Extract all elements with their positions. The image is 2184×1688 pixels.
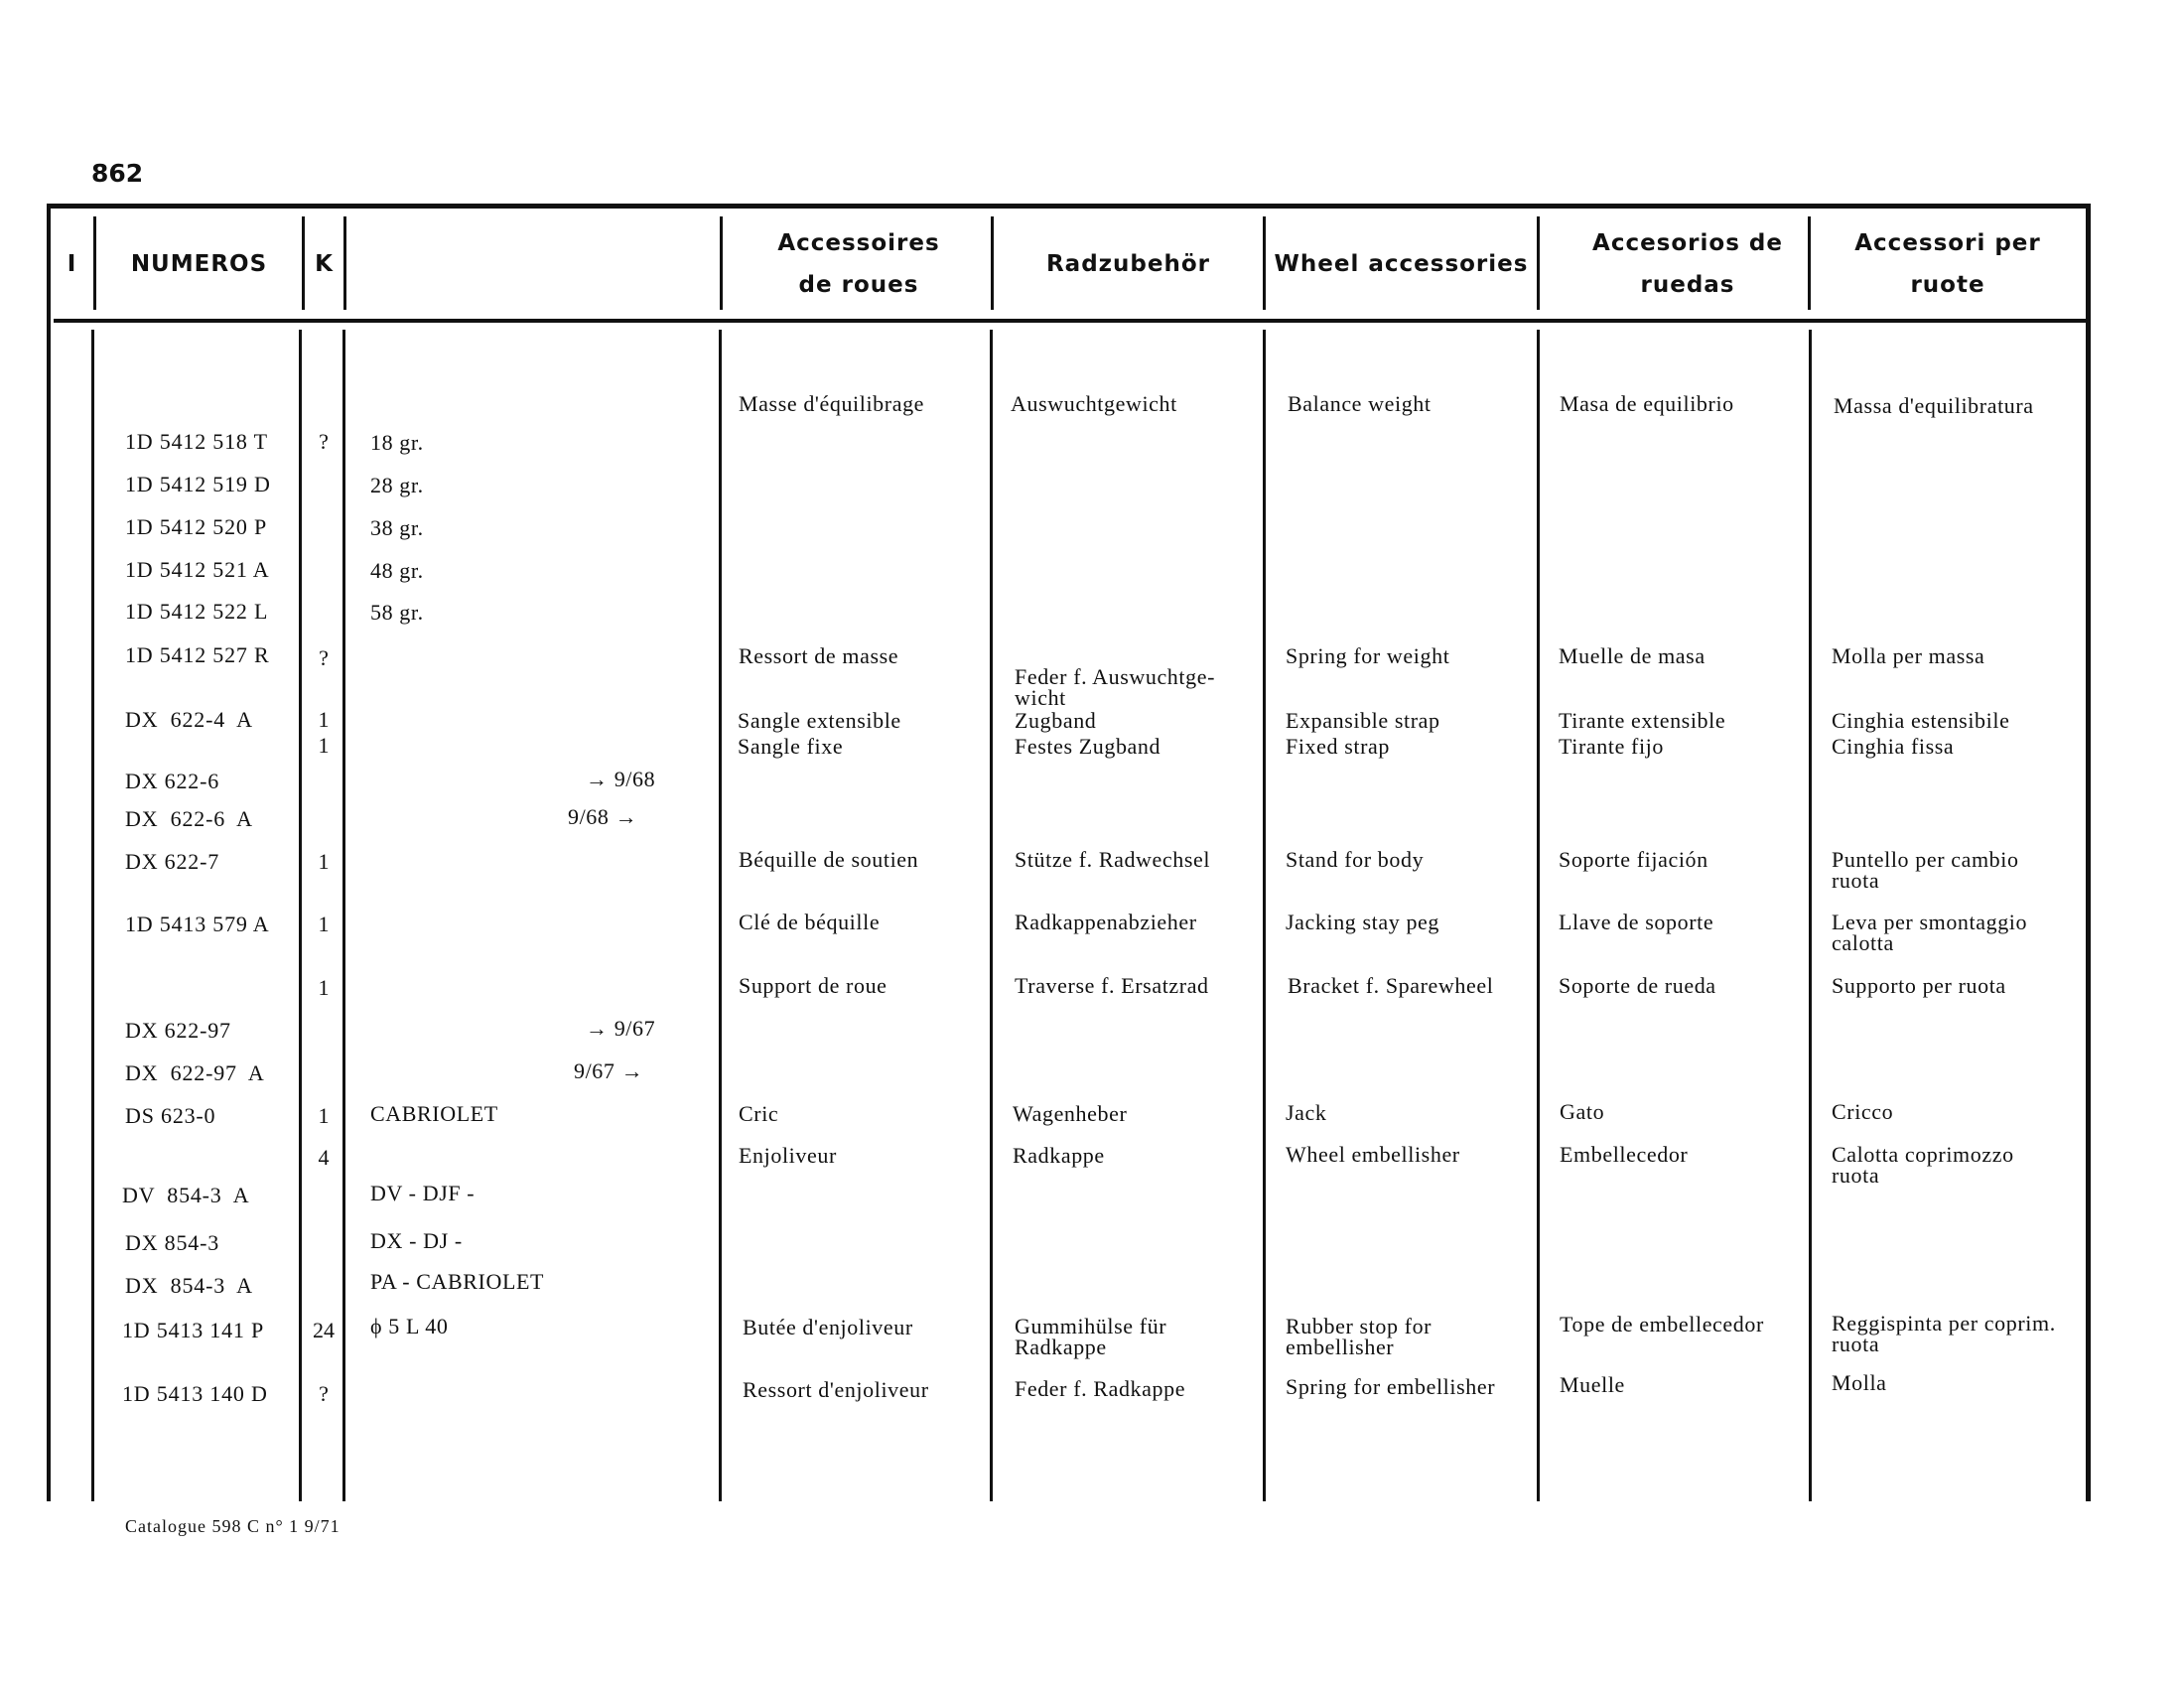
table-top-rule [48, 204, 2091, 209]
header-numeros: NUMEROS [130, 251, 268, 277]
cell-en: Expansible strap Fixed strap [1286, 708, 1440, 759]
cell-note: DV - DJF - [370, 1181, 476, 1205]
cell-it: Supporto per ruota [1832, 973, 2006, 998]
cell-k: 4 [318, 1145, 330, 1170]
cell-it: Cricco [1832, 1099, 1894, 1124]
cell-en: Jack [1286, 1100, 1327, 1125]
cell-en: Jacking stay peg [1286, 910, 1440, 934]
cell-note: 58 gr. [370, 600, 424, 625]
cell-de: Traverse f. Ersatzrad [1015, 973, 1209, 998]
divider-it [1808, 216, 1811, 310]
frame-left [47, 204, 51, 1501]
cell-fr: Béquille de soutien [739, 847, 919, 872]
body-divider-es [1537, 330, 1540, 1501]
cell-k: 1 [318, 849, 330, 874]
frame-right [2086, 204, 2091, 1501]
cell-note: → 9/68 [586, 767, 656, 791]
cell-k: ? [319, 429, 329, 454]
cell-number: DV 854-3 A [122, 1183, 250, 1207]
cell-de: Radkappenabzieher [1015, 910, 1197, 934]
cell-de: Radkappe [1013, 1143, 1105, 1168]
cell-note: CABRIOLET [370, 1101, 498, 1126]
cell-number: DX 622-97 A [125, 1060, 265, 1085]
cell-number: 1D 5412 521 A [125, 557, 270, 582]
cell-k: 1 [318, 1103, 330, 1128]
cell-note: 38 gr. [370, 515, 424, 540]
cell-fr: Ressort d'enjoliveur [743, 1377, 929, 1402]
cell-number: 1D 5413 141 P [122, 1318, 265, 1342]
cell-note: 18 gr. [370, 430, 424, 455]
cell-es: Soporte de rueda [1559, 973, 1716, 998]
divider-k-right [343, 216, 346, 310]
cell-de: Feder f. Radkappe [1015, 1376, 1186, 1401]
header-it: Accessori per ruote [1854, 230, 2041, 298]
header-en: Wheel accessories [1274, 251, 1529, 277]
cell-en: Spring for weight [1286, 643, 1450, 668]
cell-k: 24 [313, 1318, 335, 1342]
header-de: Radzubehör [1045, 251, 1211, 277]
cell-it: Reggispinta per coprim. ruota [1832, 1311, 2056, 1356]
cell-de: Auswuchtgewicht [1011, 391, 1177, 416]
cell-it: Leva per smontaggio calotta [1832, 910, 2028, 955]
cell-de: Stütze f. Radwechsel [1015, 847, 1211, 872]
catalogue-footer: Catalogue 598 C n° 1 9/71 [125, 1516, 341, 1536]
cell-number: 1D 5412 520 P [125, 514, 268, 539]
cell-fr: Clé de béquille [739, 910, 881, 934]
cell-en: Spring for embellisher [1286, 1374, 1496, 1399]
cell-it: Calotta coprimozzo ruota [1832, 1142, 2014, 1188]
body-divider-fr [719, 330, 722, 1501]
cell-fr: Masse d'équilibrage [739, 391, 925, 416]
cell-fr: Enjoliveur [739, 1143, 837, 1168]
cell-de: Gummihülse für Radkappe [1015, 1314, 1167, 1359]
cell-en: Wheel embellisher [1286, 1142, 1460, 1167]
cell-number: 1D 5412 519 D [125, 472, 271, 496]
cell-note: → 9/67 [586, 1016, 656, 1041]
cell-es: Masa de equilibrio [1560, 391, 1734, 416]
cell-de: Wagenheber [1013, 1101, 1128, 1126]
cell-en: Stand for body [1286, 847, 1425, 872]
cell-number: 1D 5412 527 R [125, 642, 270, 667]
cell-note: DX - DJ - [370, 1228, 463, 1253]
cell-note: 28 gr. [370, 473, 424, 497]
cell-fr: Butée d'enjoliveur [743, 1315, 913, 1339]
header-index: I [67, 251, 77, 277]
page-number: 862 [91, 159, 144, 188]
cell-de: Zugband Festes Zugband [1015, 708, 1161, 759]
cell-note: 48 gr. [370, 558, 424, 583]
cell-number: DX 622-4 A [125, 707, 253, 732]
cell-number: DX 854-3 A [125, 1273, 253, 1298]
header-bottom-rule [54, 319, 2091, 323]
cell-number: DX 622-6 A [125, 806, 253, 831]
header-fr: Accessoires de roues [777, 230, 940, 298]
cell-note: 9/68 → [568, 804, 638, 829]
body-divider-it [1809, 330, 1812, 1501]
body-divider-en [1263, 330, 1266, 1501]
cell-k: ? [319, 645, 329, 670]
cell-fr: Support de roue [739, 973, 887, 998]
cell-it: Cinghia estensibile Cinghia fissa [1832, 708, 2010, 759]
cell-es: Gato [1560, 1099, 1605, 1124]
body-divider-numeros [91, 330, 94, 1501]
cell-es: Soporte fijación [1559, 847, 1708, 872]
cell-es: Muelle de masa [1559, 643, 1706, 668]
cell-k: 1 [318, 912, 330, 936]
header-k: K [315, 251, 334, 277]
cell-es: Muelle [1560, 1372, 1625, 1397]
cell-note: ϕ 5 L 40 [370, 1314, 449, 1338]
cell-en: Balance weight [1288, 391, 1432, 416]
cell-fr: Cric [739, 1101, 779, 1126]
cell-number: 1D 5413 579 A [125, 912, 270, 936]
body-divider-de [990, 330, 993, 1501]
cell-es: Tirante extensible Tirante fijo [1559, 708, 1726, 759]
cell-number: 1D 5413 140 D [122, 1381, 268, 1406]
cell-k: ? [319, 1381, 329, 1406]
cell-k: 1 [318, 975, 330, 1000]
cell-de-text: Feder f. Auswuchtge- wicht [1015, 664, 1216, 710]
cell-it: Molla per massa [1832, 643, 1985, 668]
divider-es [1537, 216, 1540, 310]
cell-number: DX 854-3 [125, 1230, 220, 1255]
cell-es: Llave de soporte [1559, 910, 1714, 934]
cell-number: DS 623-0 [125, 1103, 216, 1128]
cell-number: 1D 5412 518 T [125, 429, 268, 454]
header-es: Accesorios de ruedas [1592, 230, 1783, 298]
body-divider-k-left [299, 330, 302, 1501]
cell-fr: Sangle extensible Sangle fixe [738, 708, 901, 759]
cell-number: DX 622-6 [125, 769, 220, 793]
cell-es: Embellecedor [1560, 1142, 1689, 1167]
cell-number: DX 622-97 [125, 1018, 231, 1043]
cell-note: PA - CABRIOLET [370, 1269, 545, 1294]
cell-en: Bracket f. Sparewheel [1288, 973, 1494, 998]
cell-es: Tope de embellecedor [1560, 1312, 1764, 1336]
cell-en: Rubber stop for embellisher [1286, 1314, 1433, 1359]
cell-note: 9/67 → [574, 1058, 644, 1083]
cell-it: Puntello per cambio ruota [1832, 847, 2019, 893]
cell-number: DX 622-7 [125, 849, 220, 874]
cell-fr: Ressort de masse [739, 643, 899, 668]
cell-it: Molla [1832, 1370, 1887, 1395]
cell-number: 1D 5412 522 L [125, 599, 269, 624]
cell-it: Massa d'equilibratura [1834, 393, 2034, 418]
cell-k: 1 1 [318, 707, 330, 758]
divider-fr [720, 216, 723, 310]
